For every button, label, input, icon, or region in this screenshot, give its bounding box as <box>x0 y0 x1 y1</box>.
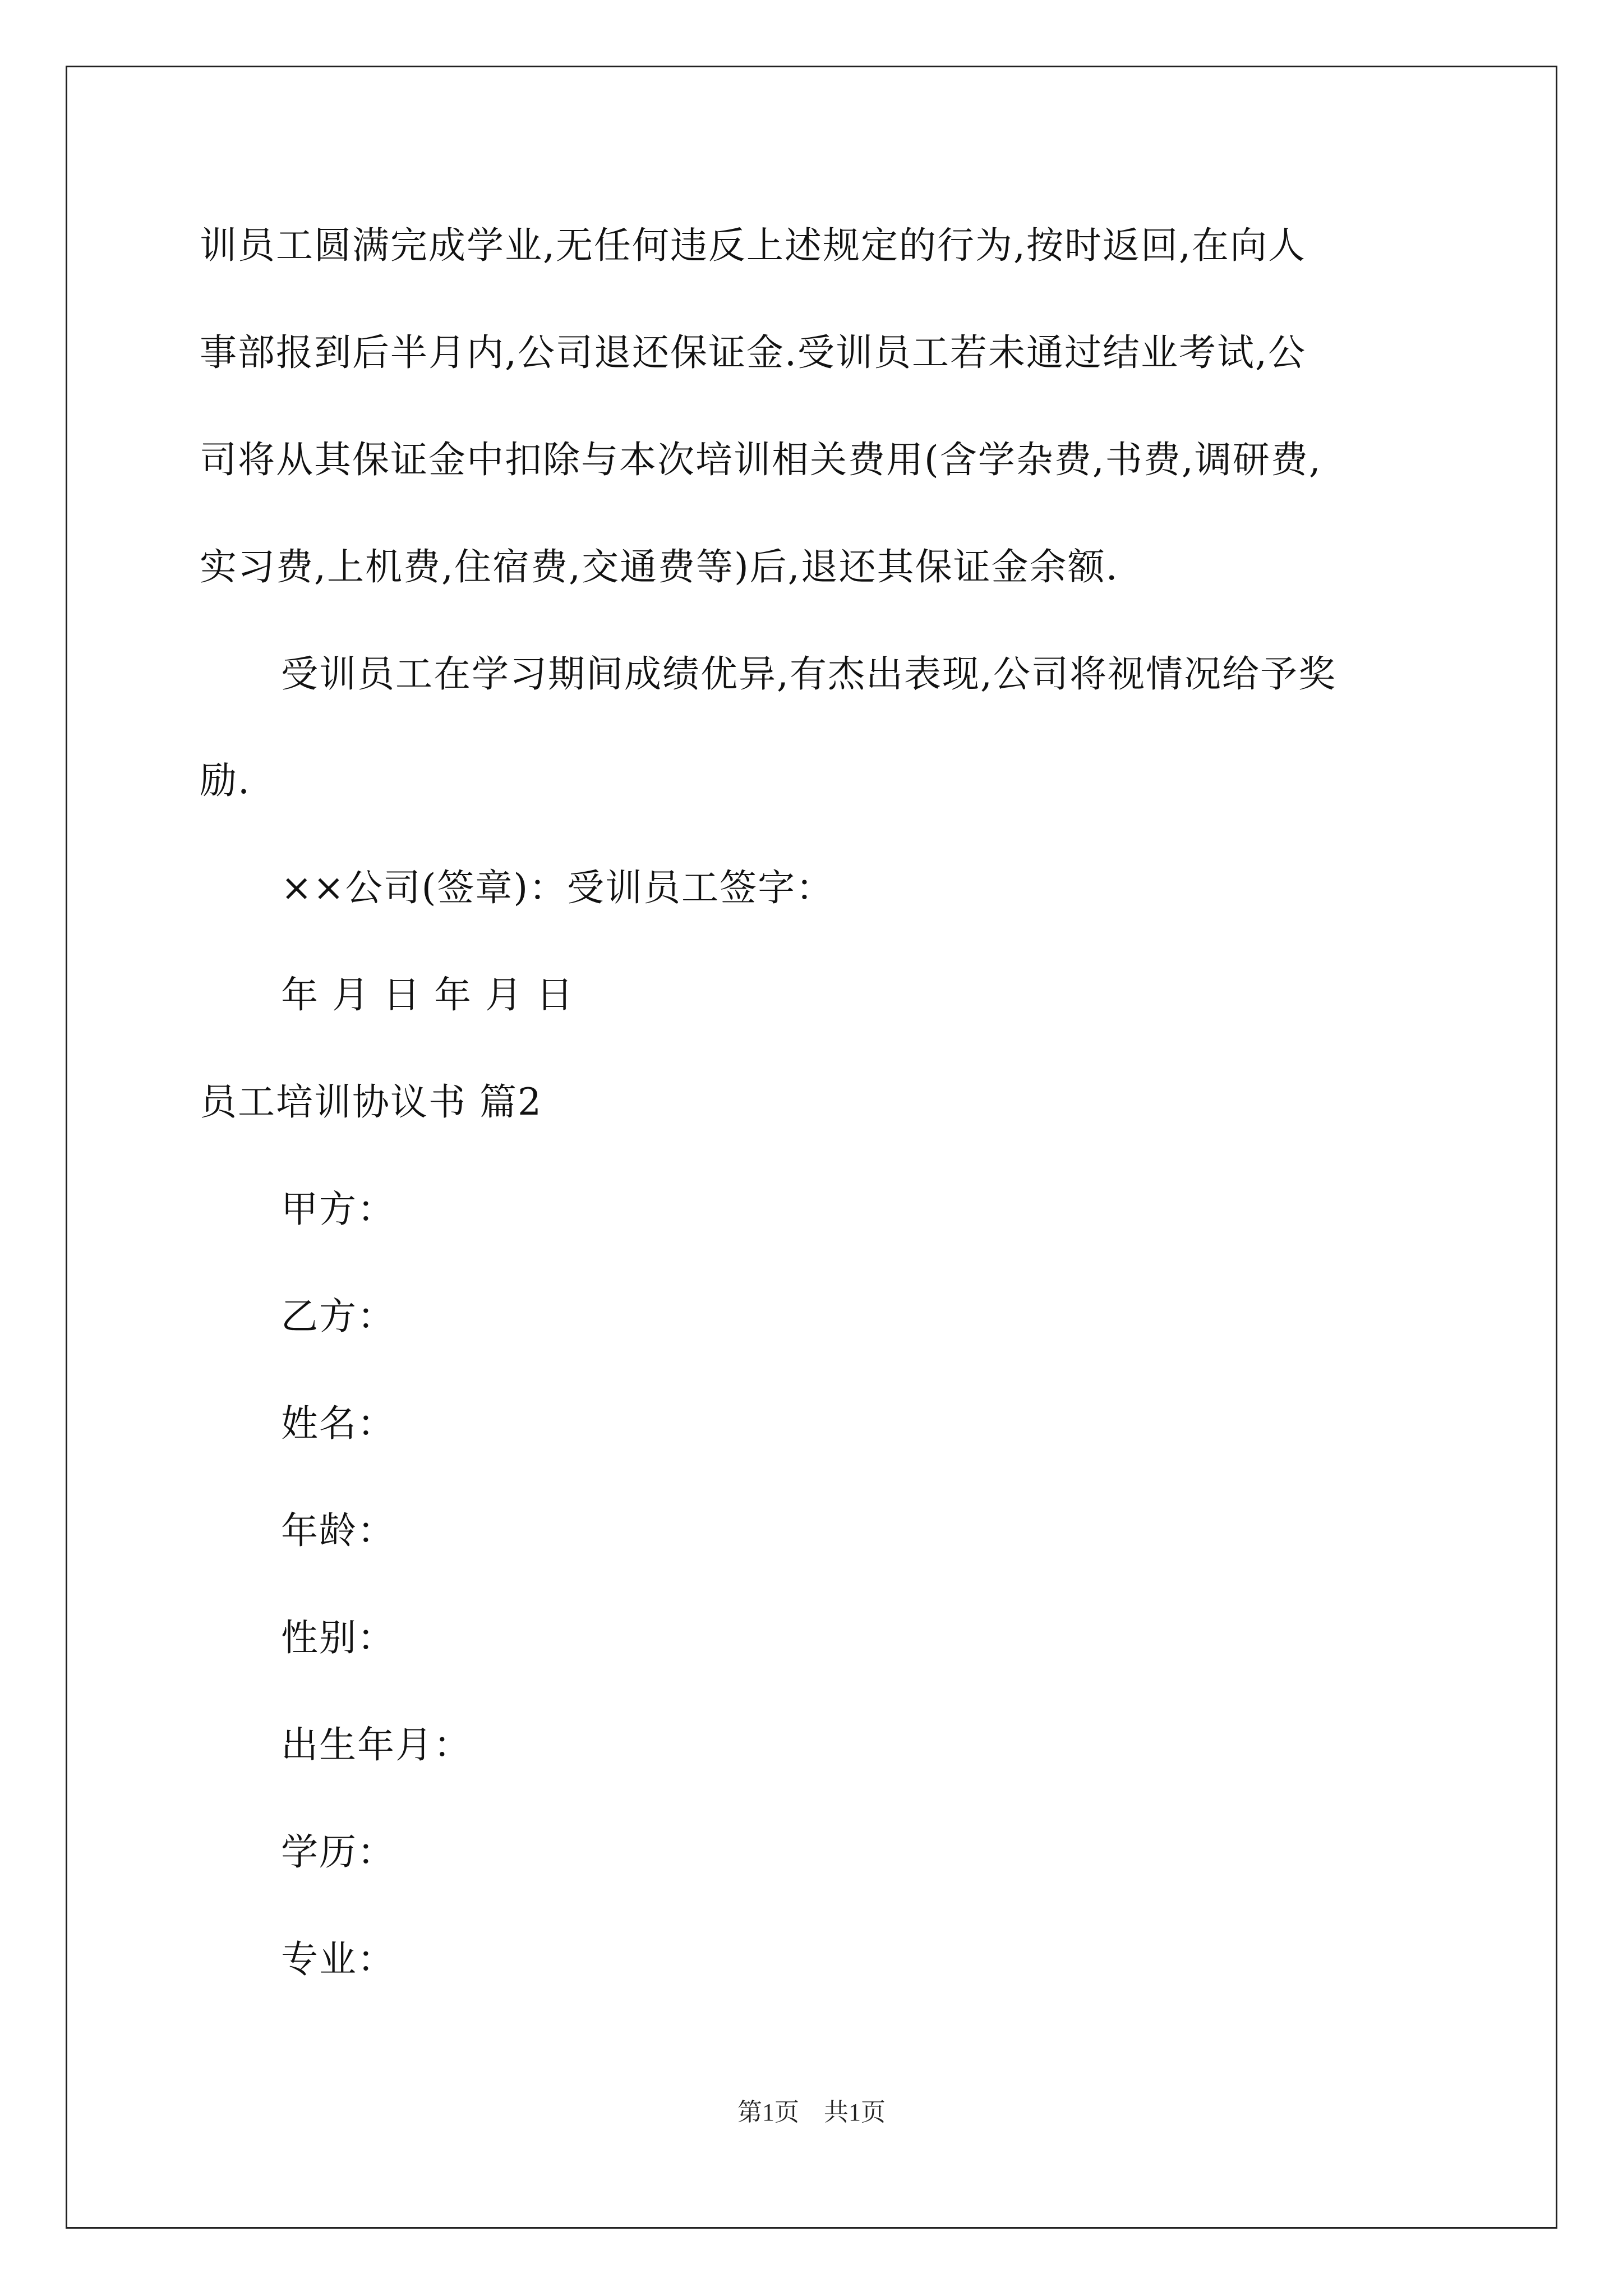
field-education: 学历： <box>281 1830 395 1874</box>
page-border <box>66 66 1557 2229</box>
paragraph-line: 实习费,上机费,住宿费,交通费等)后,退还其保证金余额. <box>200 545 1119 588</box>
page-footer: 第1页 共1页 <box>737 2099 886 2126</box>
paragraph-line: 受训员工在学习期间成绩优异,有杰出表现,公司将视情况给予奖 <box>281 652 1336 696</box>
field-party-a: 甲方： <box>281 1188 395 1231</box>
field-major: 专业： <box>281 1938 395 1981</box>
date-line: 年 月 日 年 月 日 <box>281 973 574 1016</box>
field-age: 年龄： <box>281 1509 395 1552</box>
field-name: 姓名： <box>281 1402 395 1445</box>
paragraph-line: 司将从其保证金中扣除与本次培训相关费用(含学杂费,书费,调研费, <box>200 438 1322 481</box>
field-party-b: 乙方： <box>281 1295 395 1338</box>
paragraph-line: 事部报到后半月内,公司退还保证金.受训员工若未通过结业考试,公 <box>200 331 1306 374</box>
field-birth-date: 出生年月： <box>281 1723 472 1766</box>
paragraph-line: 励. <box>200 759 251 802</box>
paragraph-line: 训员工圆满完成学业,无任何违反上述规定的行为,按时返回,在向人 <box>200 224 1306 267</box>
field-gender: 性别： <box>281 1616 395 1659</box>
section-title: 员工培训协议书 篇2 <box>200 1080 542 1124</box>
signature-line: ××公司(签章)：受训员工签字： <box>281 866 834 909</box>
